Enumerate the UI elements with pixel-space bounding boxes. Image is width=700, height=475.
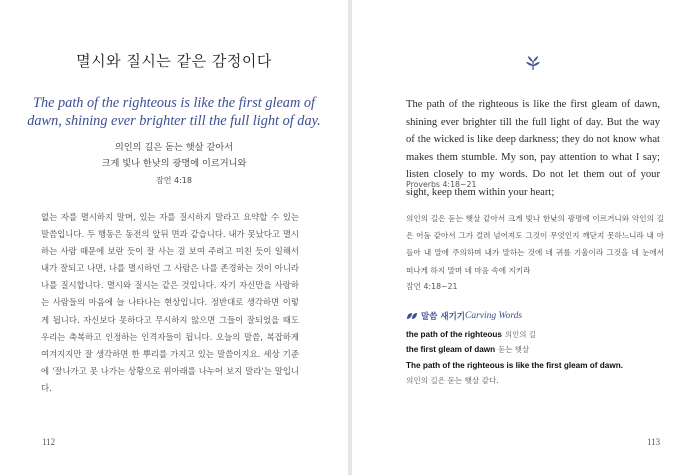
left-page xyxy=(0,0,348,475)
carving-phrase-ko: 돋는 햇살 xyxy=(498,345,530,355)
right-page xyxy=(352,0,700,475)
scripture-reference-korean: 잠언 4:18~21 xyxy=(406,282,458,291)
carving-sentence-en: The path of the righteous is like the first gleam of dawn. xyxy=(406,360,623,370)
carving-line xyxy=(406,358,666,373)
page-number-left: 112 xyxy=(42,437,56,447)
scripture-reference-english: Proverbs 4:18~21 xyxy=(406,180,477,189)
verse-reference: 잠언 4:18 xyxy=(156,176,192,185)
featured-verse-korean xyxy=(14,140,334,189)
page-number-right: 113 xyxy=(647,437,661,447)
featured-verse-english: The path of the righteous is like the first gleam of dawn, shining ever brighter till the full light of day. xyxy=(27,95,321,129)
leaf-sprig-icon xyxy=(524,55,542,71)
leaf-bullet-icon xyxy=(406,312,418,320)
carving-phrase-ko: 의인의 길 xyxy=(504,330,536,339)
carving-line xyxy=(406,327,666,342)
carving-line xyxy=(406,373,666,388)
carving-sentence-ko: 의인의 길은 돋는 햇살 같다. xyxy=(406,375,499,385)
carving-heading-english: Carving Words xyxy=(465,311,523,321)
carving-heading-korean: 말씀 새기기 xyxy=(421,312,466,322)
scripture-passage-korean: 의인의 길은 돋는 햇살 같아서 크게 빛나 한낮의 광명에 이르거니와 악인의 길은 어둠 같아서 그가 걸려 넘어져도 그것이 무엇인지 깨닫지 못하느니라 내 아들아 내 말에 주의하며 내가 말하는 것에 네 귀를 기울이라 그것을 네 눈에서 떠나게 하지 말며 네 마음 속에 지키라 xyxy=(406,214,664,275)
carving-words-list xyxy=(406,327,666,388)
verse-korean-line-1: 의인의 길은 돋는 햇살 같아서 xyxy=(114,142,234,153)
page-title: 멸시와 질시는 같은 감정이다 xyxy=(76,52,272,70)
verse-korean-line-2: 크게 빛나 한낮의 광명에 이르거니와 xyxy=(101,158,247,169)
scripture-passage-english: The path of the righteous is like the first gleam of dawn, shining ever brighter till the full light of day. But the way of the wicked is like deep darkness; they do not know what makes them stumble. My son, pay attention to what I say; listen closely to my words. Do not let them out of your sight, keep them within your heart; xyxy=(406,99,660,198)
carving-phrase-en: the first gleam of dawn xyxy=(406,345,496,355)
carving-line xyxy=(406,342,666,357)
devotional-body: 없는 자를 멸시하지 말며, 있는 자를 질시하지 말라고 요약할 수 있는 말씀입니다. 두 행동은 동전의 앞뒤 면과 같습니다. 내가 못났다고 멸시하는 사람 때문에 보란 듯이 잘 사는 걸 보여 주려고 미친 듯이 일해서 내가 잘되고 나면, 나를 멸시하던 그 사람은 나를 존경하는 것이 아니라 나를 질시합니다. 멸시와 질시는 같은 것입니다. 자기 자신만을 사랑하는 사람들의 마음에 늘 나타나는 현상입니다. 정반대로 생각하면 이렇게 됩니다. 자신보다 못하다고 무시하지 않으면 그들이 잘되었을 때도 우리는 축복하고 인정하는 인격자들이 됩니다. 오늘의 말씀, 복잡하게 여겨지지만 잘 생각하면 한 뿌리를 가지고 있는 말씀이지요. 세상 기준에 '잘나가고 못 나가는 상황으로 위아래를 나누어 보지 말라'는 말입니다. xyxy=(41,212,299,393)
carving-phrase-en: the path of the righteous xyxy=(406,330,502,339)
carving-words-heading xyxy=(406,310,522,322)
